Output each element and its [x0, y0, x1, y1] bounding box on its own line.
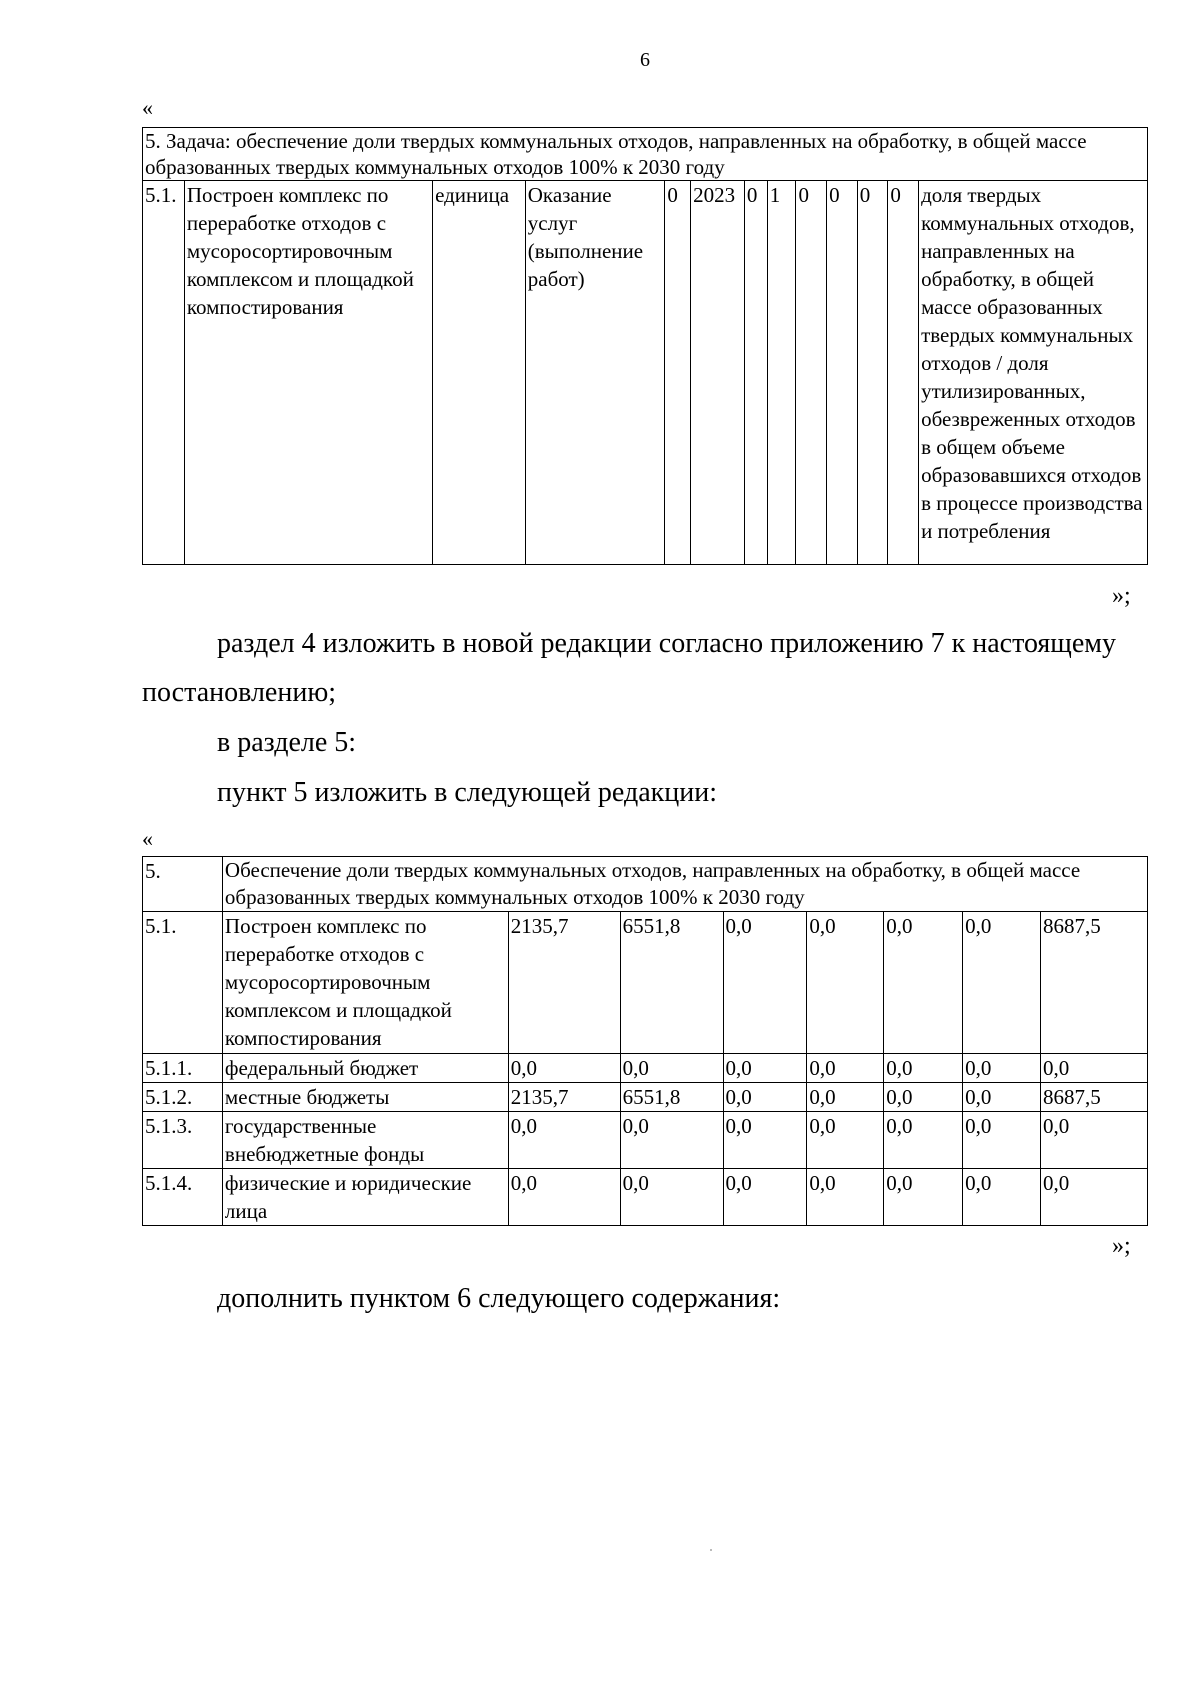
row-value-6: 0 — [857, 181, 888, 565]
funding-cell: 0,0 — [884, 1169, 963, 1226]
funding-cell: 0,0 — [884, 1054, 963, 1083]
funding-row-num: 5.1.3. — [143, 1112, 223, 1169]
funding-cell: 0,0 — [508, 1169, 620, 1226]
open-quote-2: « — [142, 826, 153, 851]
funding-cell: 0,0 — [723, 912, 807, 1054]
funding-cell: 0,0 — [508, 1054, 620, 1083]
funding-cell: 2135,7 — [508, 1083, 620, 1112]
funding-header-text: Обеспечение доли твердых коммунальных отходов, направленных на обработку, в общей массе образованных твердых коммунальных отходов 100% к 2030 году — [222, 857, 1147, 912]
funding-cell: 0,0 — [1041, 1054, 1148, 1083]
funding-cell: 0,0 — [723, 1112, 807, 1169]
funding-cell: 0,0 — [1041, 1169, 1148, 1226]
funding-row-num: 5.1.1. — [143, 1054, 223, 1083]
funding-cell: 0,0 — [963, 1054, 1041, 1083]
row-value-4: 0 — [796, 181, 827, 565]
funding-cell: 0,0 — [807, 912, 884, 1054]
funding-row-name: физические и юридические лица — [222, 1169, 508, 1226]
funding-cell: 0,0 — [723, 1083, 807, 1112]
funding-cell: 0,0 — [963, 1083, 1041, 1112]
paragraph-section-4: раздел 4 изложить в новой редакции согласно приложению 7 к настоящему — [217, 628, 1116, 659]
funding-cell: 0,0 — [723, 1054, 807, 1083]
funding-row-num: 5.1. — [143, 912, 223, 1054]
funding-row-name: государственные внебюджетные фонды — [222, 1112, 508, 1169]
row-type: Оказание услуг (выполнение работ) — [525, 181, 665, 565]
funding-cell: 0,0 — [620, 1169, 723, 1226]
funding-cell: 0,0 — [723, 1169, 807, 1226]
funding-row-name: федеральный бюджет — [222, 1054, 508, 1083]
funding-cell: 0,0 — [620, 1112, 723, 1169]
row-num: 5.1. — [143, 181, 185, 565]
page-number: 6 — [640, 49, 650, 71]
row-value-5: 0 — [827, 181, 858, 565]
row-unit: единица — [433, 181, 526, 565]
funding-cell: 0,0 — [963, 1169, 1041, 1226]
paragraph-resolution: постановлению; — [142, 677, 337, 708]
funding-cell: 0,0 — [807, 1169, 884, 1226]
funding-cell: 0,0 — [508, 1112, 620, 1169]
funding-cell: 0,0 — [884, 1112, 963, 1169]
row-value-1: 0 — [665, 181, 691, 565]
funding-cell: 0,0 — [963, 912, 1041, 1054]
funding-cell: 8687,5 — [1041, 912, 1148, 1054]
funding-cell: 0,0 — [620, 1054, 723, 1083]
row-name: Построен комплекс по переработке отходов с мусоросортировочным комплексом и площадкой компостирования — [184, 181, 432, 565]
funding-cell: 0,0 — [884, 1083, 963, 1112]
funding-cell: 0,0 — [807, 1112, 884, 1169]
row-value-2: 0 — [744, 181, 767, 565]
funding-row-name: Построен комплекс по переработке отходов с мусоросортировочным комплексом и площадкой компостирования — [222, 912, 508, 1054]
funding-cell: 0,0 — [807, 1083, 884, 1112]
funding-row-num: 5.1.4. — [143, 1169, 223, 1226]
close-quote-1: »; — [1112, 583, 1131, 609]
funding-cell: 0,0 — [884, 912, 963, 1054]
paragraph-section-5: в разделе 5: — [217, 727, 357, 758]
task-header: 5. Задача: обеспечение доли твердых коммунальных отходов, направленных на обработку, в общей массе образованных твердых коммунальных отходов 100% к 2030 году — [143, 128, 1148, 181]
open-quote-1: « — [142, 95, 153, 120]
scan-speck — [710, 1549, 712, 1551]
funding-cell: 2135,7 — [508, 912, 620, 1054]
close-quote-2: »; — [1112, 1233, 1131, 1259]
task-table — [142, 127, 1148, 565]
funding-cell: 0,0 — [963, 1112, 1041, 1169]
funding-row-num: 5.1.2. — [143, 1083, 223, 1112]
funding-cell: 0,0 — [807, 1054, 884, 1083]
funding-header-num: 5. — [143, 857, 223, 912]
funding-cell: 0,0 — [1041, 1112, 1148, 1169]
paragraph-point-5: пункт 5 изложить в следующей редакции: — [217, 777, 717, 808]
funding-table — [142, 856, 1148, 1226]
row-year: 2023 — [691, 181, 745, 565]
paragraph-point-6: дополнить пунктом 6 следующего содержания: — [217, 1283, 781, 1314]
funding-cell: 6551,8 — [620, 1083, 723, 1112]
row-value-7: 0 — [888, 181, 919, 565]
funding-cell: 6551,8 — [620, 912, 723, 1054]
funding-cell: 8687,5 — [1041, 1083, 1148, 1112]
funding-row-name: местные бюджеты — [222, 1083, 508, 1112]
row-indicator: доля твердых коммунальных отходов, направленных на обработку, в общей массе образованных твердых коммунальных отходов / доля утилизированных, обезвреженных отходов в общем объеме образовавшихся отходов в процессе производства и потребления — [919, 181, 1148, 565]
row-value-3: 1 — [767, 181, 796, 565]
